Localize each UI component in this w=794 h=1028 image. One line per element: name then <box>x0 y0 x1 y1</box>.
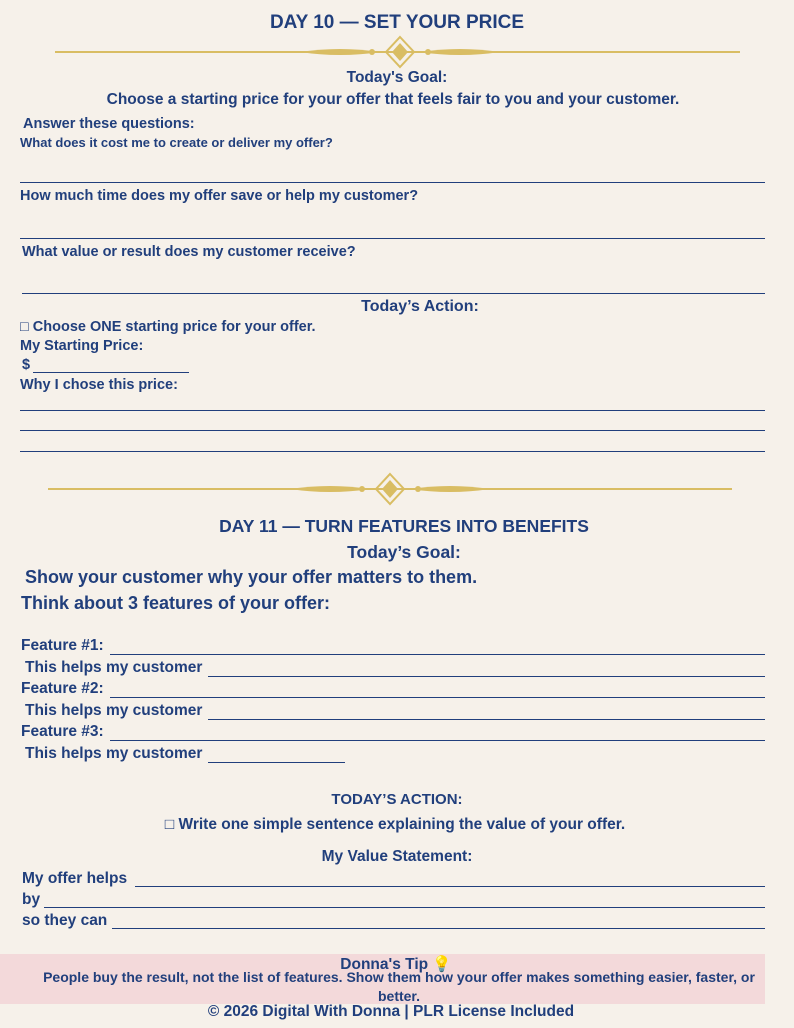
feature-3-label: Feature #3: <box>21 723 104 740</box>
answer-prompt: Answer these questions: <box>23 116 195 132</box>
day10-goal-text: Choose a starting price for your offer that feels fair to you and your customer. <box>106 91 680 108</box>
ornament-divider-top <box>0 33 794 73</box>
feature-2-helps-field[interactable] <box>208 719 765 720</box>
day11-action-checkbox[interactable]: □ Write one simple sentence explaining the value of your offer. <box>164 816 626 833</box>
feature-2-field[interactable] <box>110 697 765 698</box>
feature-2-helps: This helps my customer <box>25 702 203 719</box>
statement-line-2-label: by <box>22 891 41 908</box>
feature-3-field[interactable] <box>110 740 765 741</box>
think-text: Think about 3 features of your offer: <box>21 593 331 613</box>
statement-line-1-label: My offer helps <box>22 870 128 887</box>
feature-1-helps-field[interactable] <box>208 676 765 677</box>
footer-copyright: © 2026 Digital With Donna | PLR License Included <box>207 1003 575 1020</box>
why-line-3[interactable] <box>20 451 765 452</box>
day11-title: DAY 11 — TURN FEATURES INTO BENEFITS <box>219 516 589 536</box>
statement-line-3-field[interactable] <box>112 928 765 929</box>
day11-action-label: TODAY’S ACTION: <box>331 791 463 808</box>
why-line-1[interactable] <box>20 410 765 411</box>
day10-action-label: Today’s Action: <box>361 298 479 315</box>
ornament-divider-middle <box>0 470 794 510</box>
value-statement-label: My Value Statement: <box>321 848 473 865</box>
statement-line-2-field[interactable] <box>44 907 765 908</box>
why-line-2[interactable] <box>20 430 765 431</box>
day10-title: DAY 10 — SET YOUR PRICE <box>269 12 525 33</box>
question-3: What value or result does my customer receive? <box>22 244 356 260</box>
question-1: What does it cost me to create or deliver my offer? <box>20 135 333 150</box>
feature-3-helps: This helps my customer <box>25 745 203 762</box>
day10-goal-label: Today's Goal: <box>346 69 448 86</box>
statement-line-3-label: so they can <box>22 912 108 929</box>
day10-action-checkbox[interactable]: □ Choose ONE starting price for your offer. <box>20 319 316 335</box>
question-2: How much time does my offer save or help my customer? <box>20 188 419 204</box>
price-prefix: $ <box>22 357 31 373</box>
why-label: Why I chose this price: <box>20 377 178 393</box>
answer-line-1[interactable] <box>20 182 765 183</box>
feature-1-helps: This helps my customer <box>25 659 203 676</box>
answer-line-3[interactable] <box>22 293 765 294</box>
feature-3-helps-field[interactable] <box>208 762 345 763</box>
answer-line-2[interactable] <box>20 238 765 239</box>
feature-2-label: Feature #2: <box>21 680 104 697</box>
day11-goal-label: Today’s Goal: <box>347 542 461 562</box>
feature-1-label: Feature #1: <box>21 637 104 654</box>
tip-text-line-2: better. <box>377 988 420 1004</box>
statement-line-1-field[interactable] <box>135 886 765 887</box>
feature-1-field[interactable] <box>110 654 765 655</box>
day11-goal-text: Show your customer why your offer matters to them. <box>25 567 478 587</box>
tip-title: Donna's Tip 💡 <box>340 956 452 973</box>
tip-text-line-1: People buy the result, not the list of features. Show them how your offer makes something easier, faster, or <box>43 969 755 985</box>
starting-price-label: My Starting Price: <box>20 338 144 354</box>
starting-price-field[interactable] <box>33 372 189 373</box>
